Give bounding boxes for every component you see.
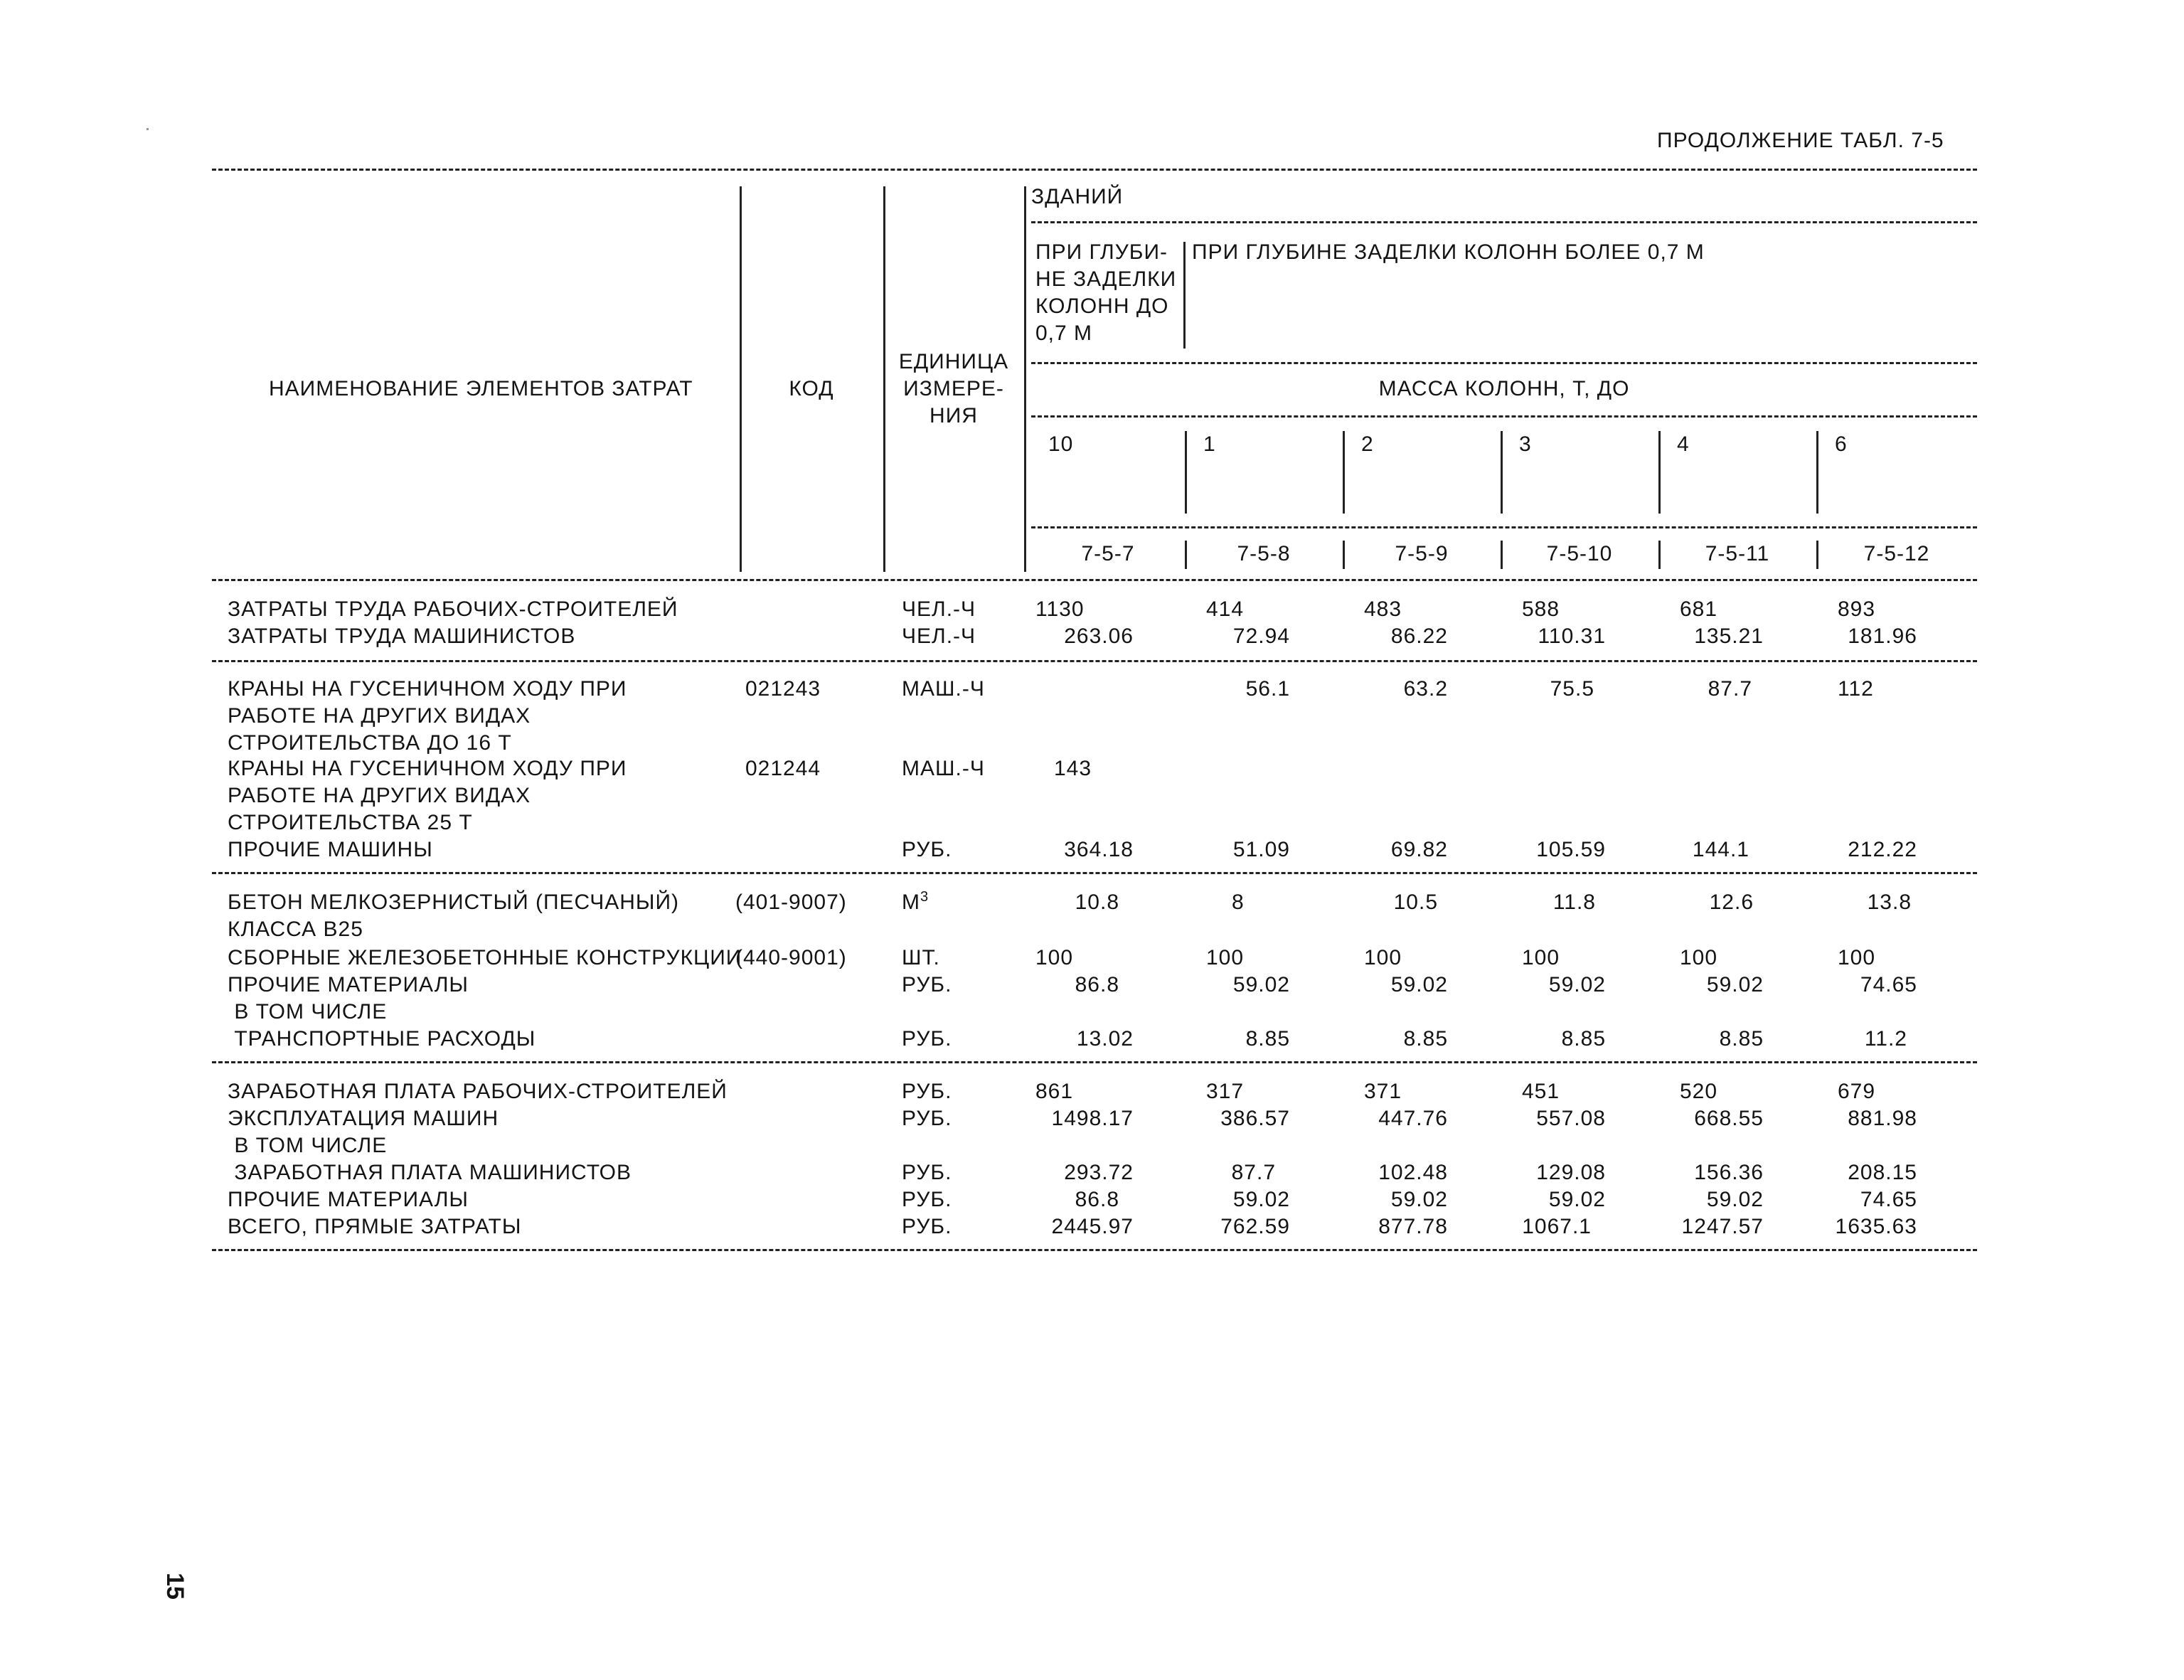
section-rule	[212, 660, 1977, 662]
header-norm-code: 7-5-10	[1546, 542, 1613, 565]
continuation-title: ПРОДОЛЖЕНИЕ ТАБЛ. 7-5	[1657, 129, 1944, 152]
row-unit: РУБ.	[902, 838, 952, 861]
row-value: 63.2	[1403, 677, 1448, 701]
header-col-unit-line: ИЗМЕРЕ-	[903, 377, 1004, 400]
row-value: 59.02	[1390, 1188, 1448, 1211]
header-separator	[1658, 431, 1661, 514]
header-norm-code: 7-5-7	[1081, 542, 1135, 565]
row-value: 483	[1364, 597, 1402, 621]
row-value: 317	[1206, 1080, 1245, 1103]
row-value: 59.02	[1232, 973, 1290, 996]
row-name: РАБОТЕ НА ДРУГИХ ВИДАХ	[228, 784, 531, 807]
row-unit: РУБ.	[902, 1080, 952, 1103]
header-mass-value: 1	[1203, 432, 1216, 456]
row-name: В ТОМ ЧИСЛЕ	[228, 1134, 388, 1157]
row-name: ЗАТРАТЫ ТРУДА МАШИНИСТОВ	[228, 624, 576, 648]
row-value: 10.5	[1393, 890, 1438, 914]
row-value: 181.96	[1848, 624, 1917, 648]
header-separator	[1183, 242, 1186, 349]
row-unit: ЧЕЛ.-Ч	[902, 597, 976, 621]
header-mass-value: 6	[1835, 432, 1848, 456]
row-value: 447.76	[1378, 1107, 1448, 1130]
row-value: 13.02	[1076, 1027, 1134, 1051]
row-value: 56.1	[1245, 677, 1290, 701]
header-norm-code: 7-5-12	[1863, 542, 1930, 565]
header-separator	[1024, 186, 1026, 572]
scan-speck	[147, 128, 149, 130]
row-value: 110.31	[1538, 624, 1606, 648]
row-value: 679	[1838, 1080, 1876, 1103]
row-name: КЛАССА В25	[228, 918, 363, 941]
row-value: 893	[1838, 597, 1876, 621]
row-unit: РУБ.	[902, 1188, 952, 1211]
row-name: ЗАТРАТЫ ТРУДА РАБОЧИХ-СТРОИТЕЛЕЙ	[228, 597, 678, 621]
row-value: 100	[1522, 946, 1560, 969]
row-unit: ШТ.	[902, 946, 940, 969]
header-group-top: ЗДАНИЙ	[1031, 185, 1124, 208]
row-code: 021244	[745, 757, 821, 780]
row-unit: РУБ.	[902, 1107, 952, 1130]
unit-superscript: 3	[920, 889, 929, 905]
row-name: ТРАНСПОРТНЫЕ РАСХОДЫ	[228, 1027, 536, 1051]
page-number: 15	[161, 1573, 188, 1600]
row-unit: РУБ.	[902, 1027, 952, 1051]
row-value: 8	[1232, 890, 1245, 914]
row-value: 69.82	[1390, 838, 1448, 861]
header-norm-code: 7-5-11	[1705, 542, 1770, 565]
row-value: 11.2	[1864, 1027, 1907, 1051]
row-value: 74.65	[1860, 973, 1917, 996]
row-value: 212.22	[1848, 838, 1917, 861]
header-depth-small-line: 0,7 М	[1035, 321, 1093, 345]
row-name: РАБОТЕ НА ДРУГИХ ВИДАХ	[228, 704, 531, 728]
row-value: 156.36	[1694, 1161, 1764, 1184]
row-value: 11.8	[1552, 890, 1596, 914]
row-value: 59.02	[1548, 1188, 1606, 1211]
row-name: СТРОИТЕЛЬСТВА ДО 16 Т	[228, 731, 512, 755]
row-value: 59.02	[1390, 973, 1448, 996]
header-rule	[1031, 415, 1977, 418]
row-name: СБОРНЫЕ ЖЕЛЕЗОБЕТОННЫЕ КОНСТРУКЦИИ	[228, 946, 742, 969]
row-value-total: 877.78	[1378, 1215, 1448, 1238]
header-rule	[1031, 362, 1977, 364]
row-value: 1130	[1035, 597, 1085, 621]
header-depth-small-line: КОЛОНН ДО	[1035, 294, 1169, 318]
header-depth-small-line: ПРИ ГЛУБИ-	[1035, 240, 1168, 264]
header-mass-value: 2	[1361, 432, 1374, 456]
row-value: 105.59	[1536, 838, 1606, 861]
row-value: 13.8	[1867, 890, 1912, 914]
row-code: 021243	[745, 677, 821, 701]
row-value: 293.72	[1064, 1161, 1134, 1184]
row-value: 588	[1522, 597, 1560, 621]
row-code: (440-9001)	[735, 946, 847, 969]
row-value: 386.57	[1220, 1107, 1290, 1130]
row-value: 86.22	[1390, 624, 1448, 648]
row-value: 100	[1364, 946, 1402, 969]
row-value: 12.6	[1709, 890, 1754, 914]
row-value: 100	[1680, 946, 1718, 969]
row-name: КРАНЫ НА ГУСЕНИЧНОМ ХОДУ ПРИ	[228, 757, 627, 780]
header-separator	[1816, 431, 1818, 514]
row-value: 861	[1035, 1080, 1074, 1103]
row-value: 59.02	[1232, 1188, 1290, 1211]
header-mass-value: 10	[1048, 432, 1074, 456]
section-rule	[212, 1061, 1977, 1063]
row-value: 10.8	[1075, 890, 1119, 914]
row-value: 451	[1522, 1080, 1560, 1103]
row-name: ПРОЧИЕ МАШИНЫ	[228, 838, 433, 861]
header-mass-value: 3	[1519, 432, 1532, 456]
row-unit: МАШ.-Ч	[902, 757, 985, 780]
row-value: 8.85	[1245, 1027, 1290, 1051]
row-value: 75.5	[1550, 677, 1594, 701]
header-col-unit-line: ЕДИНИЦА	[898, 350, 1009, 373]
header-separator	[1501, 431, 1503, 514]
row-value: 143	[1054, 757, 1092, 780]
row-value: 8.85	[1561, 1027, 1606, 1051]
row-value-total: 1635.63	[1835, 1215, 1917, 1238]
row-value: 51.09	[1232, 838, 1290, 861]
row-value: 371	[1364, 1080, 1402, 1103]
section-rule	[212, 872, 1977, 874]
row-value: 557.08	[1536, 1107, 1606, 1130]
row-value: 100	[1206, 946, 1245, 969]
row-value: 129.08	[1536, 1161, 1606, 1184]
row-value: 668.55	[1694, 1107, 1764, 1130]
row-unit: РУБ.	[902, 1161, 952, 1184]
row-unit: МАШ.-Ч	[902, 677, 985, 701]
header-mass-label: МАССА КОЛОНН, Т, ДО	[1378, 377, 1630, 400]
row-value: 144.1	[1692, 838, 1749, 861]
row-value-total: 762.59	[1220, 1215, 1290, 1238]
row-value: 59.02	[1706, 1188, 1764, 1211]
row-value: 135.21	[1694, 624, 1764, 648]
row-unit: РУБ.	[902, 973, 952, 996]
table-bottom-rule	[212, 1249, 1977, 1251]
header-mass-value: 4	[1677, 432, 1690, 456]
header-depth-large: ПРИ ГЛУБИНЕ ЗАДЕЛКИ КОЛОНН БОЛЕЕ 0,7 М	[1192, 240, 1705, 264]
row-name: ПРОЧИЕ МАТЕРИАЛЫ	[228, 973, 469, 996]
header-col-name: НАИМЕНОВАНИЕ ЭЛЕМЕНТОВ ЗАТРАТ	[269, 377, 693, 400]
row-name: ПРОЧИЕ МАТЕРИАЛЫ	[228, 1188, 469, 1211]
row-value-total: 1247.57	[1681, 1215, 1764, 1238]
row-name: ЗАРАБОТНАЯ ПЛАТА РАБОЧИХ-СТРОИТЕЛЕЙ	[228, 1080, 728, 1103]
row-value-total: 1067.1	[1522, 1215, 1592, 1238]
header-norm-code: 7-5-9	[1395, 542, 1449, 565]
row-value: 72.94	[1232, 624, 1290, 648]
row-name: СТРОИТЕЛЬСТВА 25 Т	[228, 811, 473, 834]
row-value: 87.7	[1708, 677, 1752, 701]
header-norm-code: 7-5-8	[1237, 542, 1291, 565]
row-value: 414	[1206, 597, 1245, 621]
row-value: 263.06	[1064, 624, 1134, 648]
table-top-rule	[212, 169, 1977, 171]
row-value: 86.8	[1075, 973, 1119, 996]
row-value: 881.98	[1848, 1107, 1917, 1130]
row-name: В ТОМ ЧИСЛЕ	[228, 1000, 388, 1024]
header-separator	[1185, 431, 1187, 514]
header-rule	[1031, 221, 1977, 223]
row-value-total: 2445.97	[1051, 1215, 1134, 1238]
header-col-unit-line: НИЯ	[929, 404, 978, 427]
header-separator	[1343, 431, 1345, 514]
header-rule	[1031, 526, 1977, 528]
row-value: 8.85	[1719, 1027, 1764, 1051]
row-code: (401-9007)	[735, 890, 847, 914]
row-name: ЗАРАБОТНАЯ ПЛАТА МАШИНИСТОВ	[228, 1161, 632, 1184]
row-unit: РУБ.	[902, 1215, 952, 1238]
row-value: 8.85	[1403, 1027, 1448, 1051]
row-value: 59.02	[1706, 973, 1764, 996]
header-col-code: КОД	[789, 377, 834, 400]
row-value: 102.48	[1378, 1161, 1448, 1184]
row-value: 681	[1680, 597, 1718, 621]
row-value: 100	[1838, 946, 1876, 969]
row-value: 87.7	[1231, 1161, 1276, 1184]
row-value: 74.65	[1860, 1188, 1917, 1211]
row-unit: $М^3$	[902, 889, 929, 914]
row-value: 100	[1035, 946, 1074, 969]
row-value: 86.8	[1075, 1188, 1119, 1211]
header-depth-small-line: НЕ ЗАДЕЛКИ	[1035, 267, 1177, 291]
row-value: 520	[1680, 1080, 1718, 1103]
row-value: 364.18	[1064, 838, 1134, 861]
row-value: 1498.17	[1051, 1107, 1134, 1130]
row-value: 112	[1838, 677, 1874, 701]
row-name-total: ВСЕГО, ПРЯМЫЕ ЗАТРАТЫ	[228, 1215, 522, 1238]
row-name: ЭКСПЛУАТАЦИЯ МАШИН	[228, 1107, 499, 1130]
row-unit: ЧЕЛ.-Ч	[902, 624, 976, 648]
row-value: 59.02	[1548, 973, 1606, 996]
header-bottom-rule	[212, 579, 1977, 581]
row-name: КРАНЫ НА ГУСЕНИЧНОМ ХОДУ ПРИ	[228, 677, 627, 701]
row-name: БЕТОН МЕЛКОЗЕРНИСТЫЙ (ПЕСЧАНЫЙ)	[228, 890, 679, 914]
row-value: 208.15	[1848, 1161, 1917, 1184]
